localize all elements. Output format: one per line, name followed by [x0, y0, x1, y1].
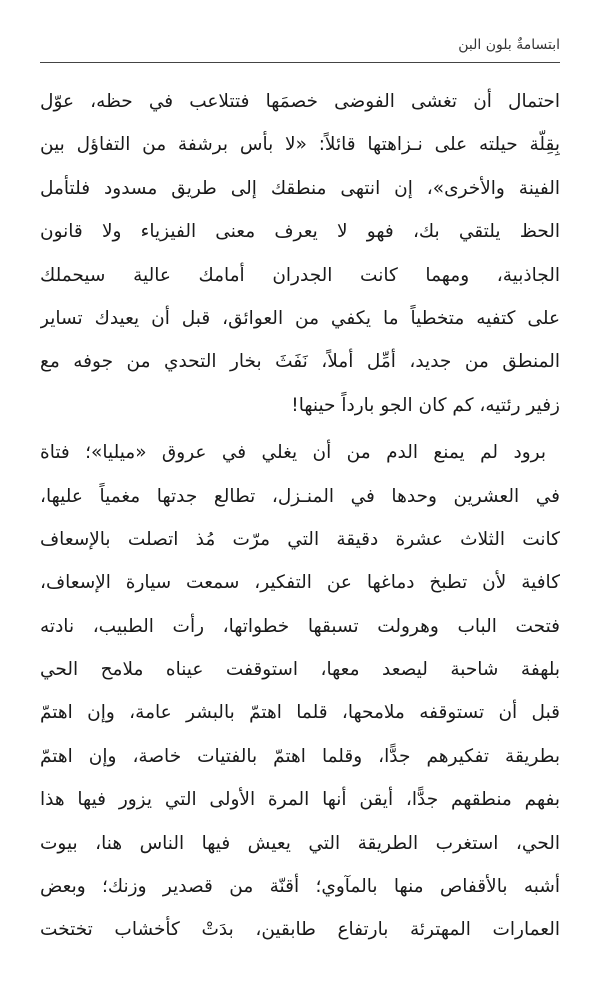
- text-line: زفير رئتيه، كم كان الجو بارداً حينها!: [291, 394, 560, 416]
- paragraph: [40, 431, 560, 952]
- text-line: أشبه بالأقفاص منها بالمآوي؛ أقنّة من قصدير وزنك؛ وبعض: [40, 876, 560, 898]
- text-line: الحظ يلتقي بك، فهو لا يعرف معنى الفيزياء ولا قانون: [40, 221, 560, 243]
- text-line: بطريقة تفكيرهم جدًّا، وقلما اهتمّ بالفتيات خاصة، وإن اهتمّ: [40, 745, 560, 767]
- text-line: في العشرين وحدها في المنـزل، تطالع جدتها مغمياً عليها،: [40, 485, 560, 507]
- text-line: الجاذبية، ومهما كانت الجدران أمامك عالية سيحملك: [40, 264, 560, 286]
- text-line: العمارات المهترئة بارتفاع طابقين، بدَتْ كأخشاب تختخت: [40, 919, 560, 941]
- text-line: كافية لأن تطبخ دماغها عن التفكير، سمعت سيارة الإسعاف،: [40, 572, 560, 594]
- text-line: احتمال أن تغشى الفوضى خصمَها فتتلاعب في حظه، عوّل: [40, 91, 560, 112]
- text-line: على كتفيه متخطياً ما يكفي من العوائق، قبل أن يعيدك تساير: [40, 307, 560, 329]
- text-line: فتحت الباب وهرولت تسبقها خطواتها، رأت الطبيب، نادته: [40, 615, 560, 637]
- text-line: الحي، استغرب الطريقة التي يعيش فيها الناس هنا، بيوت: [40, 832, 560, 854]
- running-header: [40, 34, 560, 63]
- text-line: بفهم منطقهم جدًّا، أيقن أنها المرة الأولى التي يزور فيها هذا: [40, 789, 560, 811]
- text-line: كانت الثلاث عشرة دقيقة التي مرّت مُذ اتصلت بالإسعاف: [40, 528, 560, 550]
- text-line: قبل أن تستوقفه ملامحها، قلما اهتمّ بالبشر عامة، وإن اهتمّ: [40, 702, 560, 724]
- body-text: [40, 80, 560, 952]
- running-title: ابتسامةٌ بلون البن: [458, 37, 560, 53]
- text-line: بِقِلّة حيلته على نـزاهتها قائلاً: «لا بأس برشفة من التفاؤل بين: [40, 134, 560, 156]
- text-line: بلهفة شاحبة ليصعد معها، استوقفت عيناه ملامح الحي: [40, 659, 560, 681]
- text-line: الفينة والأخرى»، إن انتهى منطقك إلى طريق مسدود فلتأمل: [40, 177, 560, 199]
- text-line: المنطق من جديد، أمِّل أملاً، نَفَثَ بخار التحدي من جوفه مع: [40, 351, 560, 373]
- text-line: برود لم يمنع الدم من أن يغلي في عروق «ميليا»؛ فتاة: [40, 442, 546, 464]
- paragraph: [40, 80, 560, 427]
